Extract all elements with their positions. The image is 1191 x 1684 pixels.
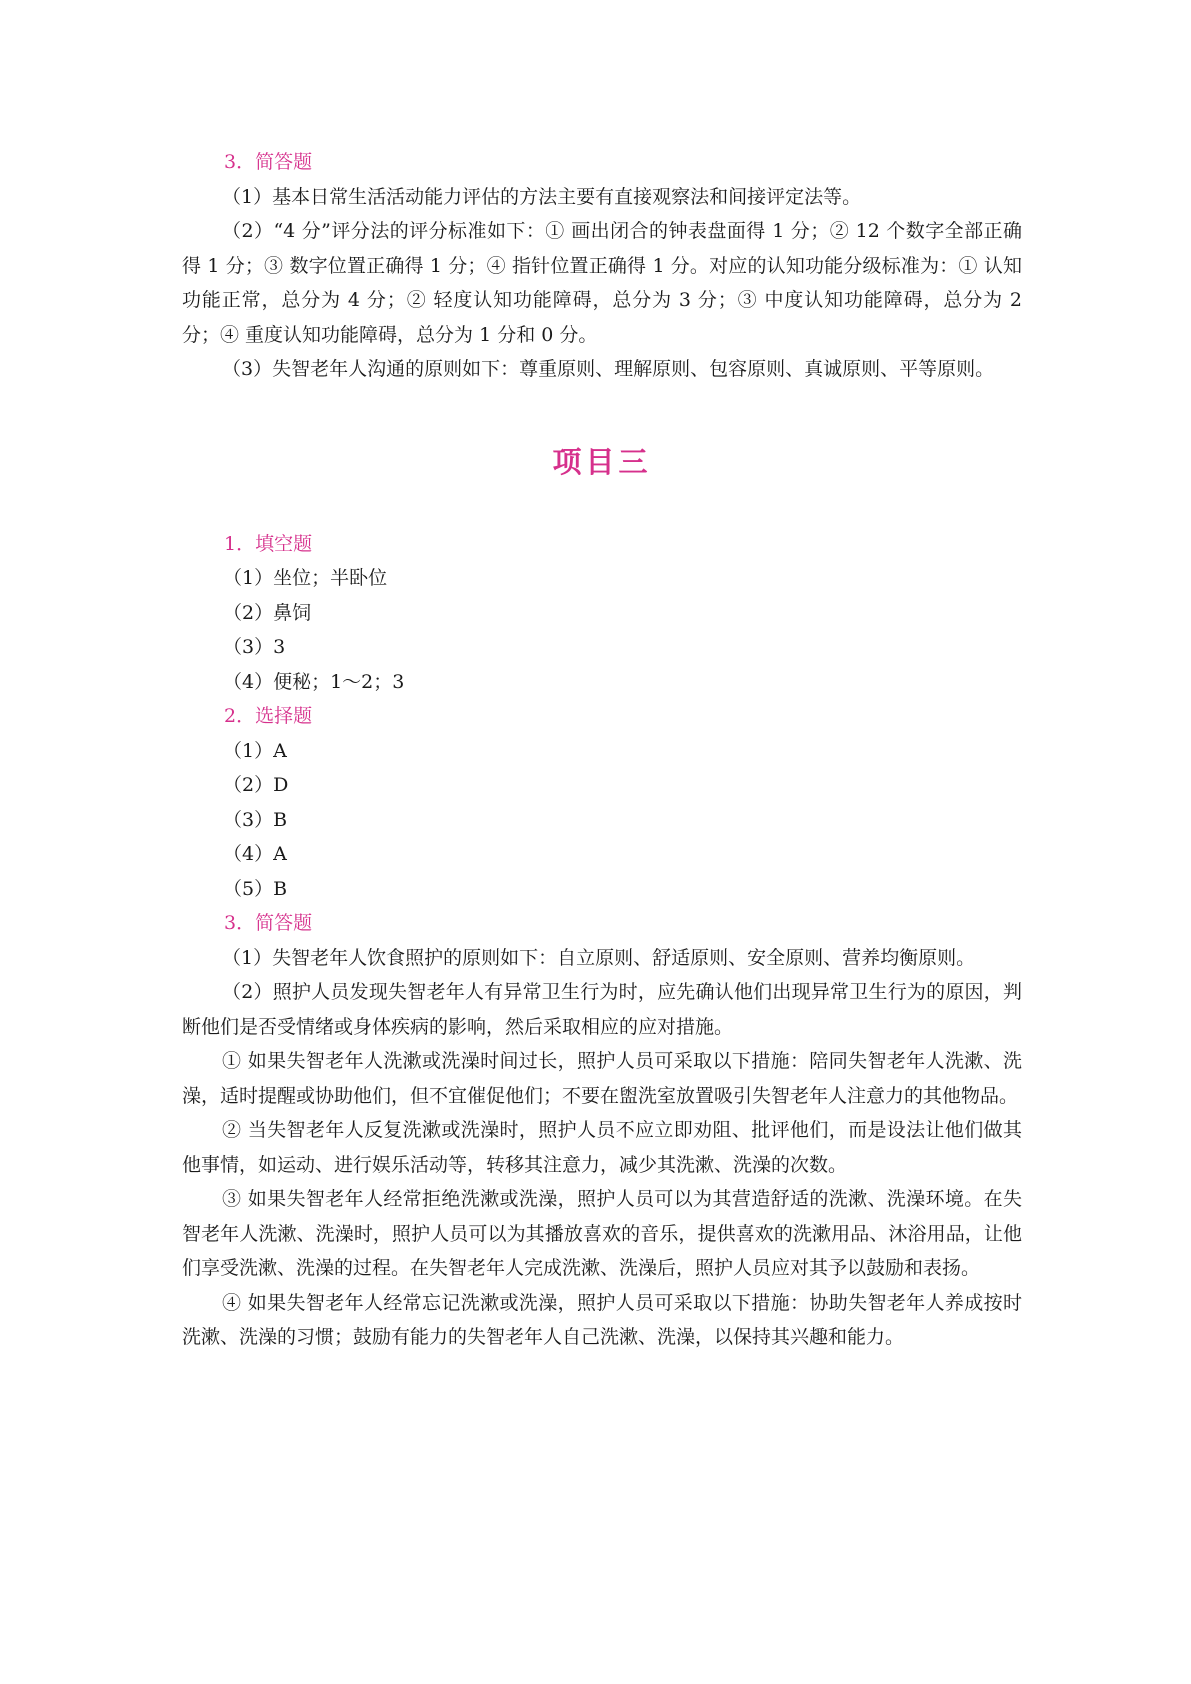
spacer xyxy=(182,387,1022,442)
paragraph: ② 当失智老年人反复洗漱或洗澡时，照护人员不应立即劝阻、批评他们，而是设法让他们做其他事情，如运动、进行娱乐活动等，转移其注意力，减少其洗漱、洗澡的次数。 xyxy=(182,1119,1022,1176)
answer-item: （3）3 xyxy=(223,636,286,658)
paragraph: ① 如果失智老年人洗漱或洗澡时间过长，照护人员可采取以下措施：陪同失智老年人洗漱、洗澡，适时提醒或协助他们，但不宜催促他们；不要在盥洗室放置吸引失智老年人注意力的其他物品。 xyxy=(182,1050,1022,1107)
section-title: 项目三 xyxy=(552,444,652,479)
paragraph: （2）“4 分”评分法的评分标准如下：① 画出闭合的钟表盘面得 1 分；② 12 个数字全部正确得 1 分；③ 数字位置正确得 1 分；④ 指针位置正确得 1 分。对应的认知功能分级标准为：① 认知功能正常，总分为 4 分；② 轻度认知功能障碍，总分为 3 分；③ 中度认知功能障碍，总分为 2 分；④ 重度认知功能障碍，总分为 1 分和 0 分。 xyxy=(182,220,1022,346)
section-heading-choice: 2．选择题 xyxy=(224,705,313,727)
paragraph: （1）失智老年人饮食照护的原则如下：自立原则、舒适原则、安全原则、营养均衡原则。 xyxy=(222,946,976,969)
answer-item: （1）坐位；半卧位 xyxy=(223,567,388,589)
answer-item: （4）便秘；1～2；3 xyxy=(223,670,405,693)
spacer xyxy=(182,482,1022,527)
answer-item: （3）B xyxy=(223,808,288,831)
section-heading-fill-blank: 1．填空题 xyxy=(224,532,313,555)
paragraph: ④ 如果失智老年人经常忘记洗漱或洗澡，照护人员可采取以下措施：协助失智老年人养成按时洗漱、洗澡的习惯；鼓励有能力的失智老年人自己洗漱、洗澡，以保持其兴趣和能力。 xyxy=(182,1291,1022,1348)
answer-item: （4）A xyxy=(223,843,287,865)
paragraph: （1）基本日常生活活动能力评估的方法主要有直接观察法和间接评定法等。 xyxy=(222,185,862,208)
paragraph: （2）照护人员发现失智老年人有异常卫生行为时，应先确认他们出现异常卫生行为的原因，判断他们是否受情绪或身体疾病的影响，然后采取相应的应对措施。 xyxy=(182,981,1022,1038)
answer-item: （5）B xyxy=(223,877,288,900)
answer-item: （2）鼻饲 xyxy=(223,601,312,624)
section-heading-short-answer: 3．简答题 xyxy=(224,912,313,934)
paragraph: ③ 如果失智老年人经常拒绝洗漱或洗澡，照护人员可以为其营造舒适的洗漱、洗澡环境。在失智老年人洗漱、洗澡时，照护人员可以为其播放喜欢的音乐，提供喜欢的洗漱用品、沐浴用品，让他们享受洗漱、洗澡的过程。在失智老年人完成洗漱、洗澡后，照护人员应对其予以鼓励和表扬。 xyxy=(182,1188,1022,1279)
paragraph: （3）失智老年人沟通的原则如下：尊重原则、理解原则、包容原则、真诚原则、平等原则。 xyxy=(222,358,995,380)
answer-item: （1）A xyxy=(223,739,287,762)
page-content xyxy=(182,145,1022,1355)
section-heading-short-answer-prev: 3．简答题 xyxy=(224,151,313,173)
answer-item: （2）D xyxy=(223,774,289,796)
